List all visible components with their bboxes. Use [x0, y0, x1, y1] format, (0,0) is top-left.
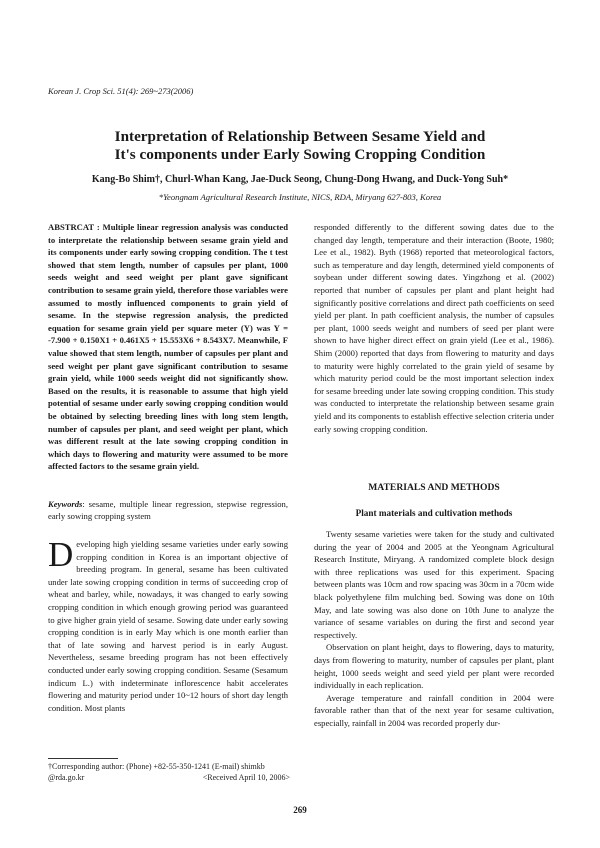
section-title: MATERIALS AND METHODS: [368, 482, 500, 493]
footnote-divider: [48, 758, 118, 759]
right-paragraph-1: responded differently to the different sowing dates due to the changed day length, temperature and their interaction (Boote, 1980; Lee et al., 1982). Byth (1968) reported that meteorological factors, such as temperature and day length, determined yield components of soybean under different sowing dates. Yingzhong et al. (2002) reported that number of capsules per plant and plant height had significantly positive correlations and direct path coefficients on seed yield per plant. In path coefficient analysis, the number of capsules per plant, 1000 seeds weight and numbers of seed per plant were shown to have higher direct effect on grain yield (Lee et al., 1986). Shim (2000) reported that days from flowering to maturity and days to maturity were highly correlated to the grain yield of sesame by which maturity period could be the most important selection index for sesame breeding under late sowing cropping condition. This study was conducted to interpretate the relationship between sesame grain yield and its components to establish effective selection criteria under early sowing cropping condition.: [314, 222, 554, 434]
title-line-2: It's components under Early Sowing Cropping Condition: [114, 146, 486, 163]
journal-citation: Korean J. Crop Sci. 51(4): 269~273(2006): [48, 86, 194, 96]
abstract-text: ABSTRCAT : Multiple linear regression analysis was conducted to interpretate the relationship between sesame grain yield and its components under early sowing cropping condition. The t test showed that stem length, number of capsules per plant, 1000 seeds weight and seed weight per plant gave significant contribution to sesame grain yield, therefore those variables were assumed to mostly influenced components to grain yield of sesame. In the stepwise regression analysis, the predicted equation for sesame grain yield per square meter (Y) was Y = -7.900 + 0.150X1 + 0.461X5 + 15.553X6 + 8.543X7. Meanwhile, F value showed that stem length, number of capsules per plant and seed weight per plant gave significant contribution to sesame grain yield, while 1000 seeds weight did not significantly show. Based on the results, it is reasonable to assume that high yield potential of sesame under early sowing cropping condition would be obtained by selecting breeding lines with long stem length, number of capsules per plant, and seed weight per plant, which was different result at the late sowing cropping condition in which days to flowering and maturity were assumed to be more affected factors to the sesame grain yield.: [48, 222, 288, 472]
affiliation: *Yeongnam Agricultural Research Institute, NICS, RDA, Miryang 627-803, Korea: [158, 192, 442, 202]
drop-cap: D: [48, 535, 74, 574]
paper-title: [40, 128, 560, 164]
right-paragraph-2: Twenty sesame varieties were taken for the study and cultivated during the year of 2004 and 2005 at the Yeongnam Agricultural Research Institute, Miryang. A randomized complete block design with three replications was used for this experiment. Spacing between plants was 10cm and row spacing was 30cm in a 70cm wide black polyethylene film mulching bed. Sowing was done on 10th May, and late sowing was also done on 10th June to analyze the variance of sesame variables on during the first and second year respectively.: [314, 529, 554, 640]
right-paragraph-3: Observation on plant height, days to flowering, days to maturity, days from flowering to maturity, number of capsules per plant, plant height, 1000 seeds weight and seed yield per plant were recorded individually in each replication.: [314, 642, 554, 691]
keywords-text: : sesame, multiple linear regression, stepwise regression, early sowing cropping system: [48, 499, 288, 522]
introduction: [48, 535, 288, 714]
author-list: Kang-Bo Shim†, Churl-Whan Kang, Jae-Duck Seong, Chung-Dong Hwang, and Duck-Yong Suh*: [91, 174, 509, 185]
title-line-1: Interpretation of Relationship Between Sesame Yield and: [114, 128, 486, 145]
keywords-block: [48, 498, 288, 523]
right-paragraph-4: Average temperature and rainfall condition in 2004 were favorable rather than that of the next year for sesame cultivation, especially, rainfall in 2004 was recorded properly dur-: [314, 692, 554, 728]
intro-text: eveloping high yielding sesame varieties under early sowing cropping condition in Korea is an important objective of breeding program. In general, sesame has been cultivated under late sowing cropping condition in terms of succeeding crop of wheat and barley, while, nowadays, it was changed to early sowing cropping condition in which enough growing period was guaranteed to give higher grain yield of sesame. Sowing date under early sowing cropping condition is in early May which is one month earlier than that of late sowing and harvest period is in early August. Nevertheless, sesame breeding program has not been effectively conducted under early sowing cropping condition. Sesame (Sesamum indicum L.) with indeterminate inflorescence habit accelerates flowering and maturity period under 10~12 hours of short day length condition. Most plants: [48, 539, 288, 713]
received-date: <Received April 10, 2006>: [202, 772, 290, 782]
right-column-intro: [314, 221, 554, 435]
abstract: [48, 221, 288, 473]
subsection-title: Plant materials and cultivation methods: [355, 508, 513, 518]
methods-text: [314, 528, 554, 730]
keywords-label: Keywords: [48, 499, 83, 509]
footnote-line-1: †Corresponding author: (Phone) +82-55-350-1241 (E-mail) shimkb: [48, 762, 265, 771]
page-number: 269: [293, 805, 307, 815]
footnote-email: @rda.go.kr: [48, 772, 85, 782]
footnote: [48, 762, 290, 783]
